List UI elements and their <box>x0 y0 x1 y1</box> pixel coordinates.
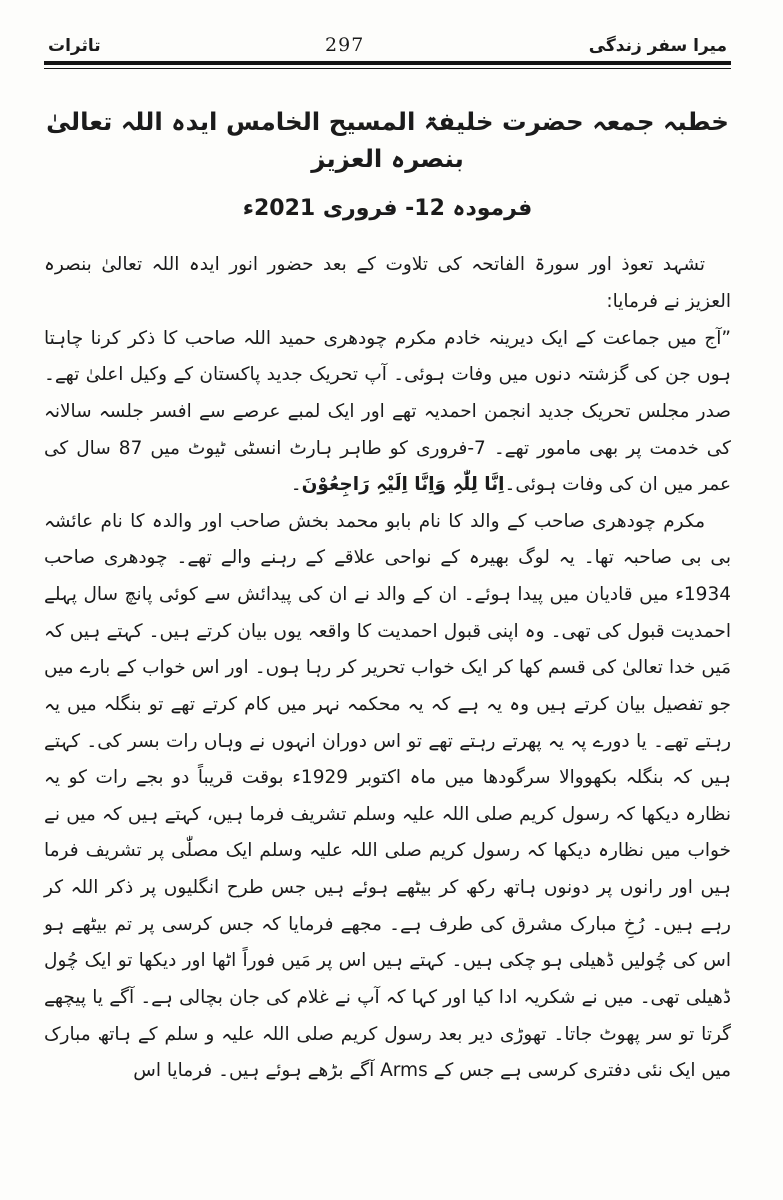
inna-lillah-phrase: اِنَّا لِلّٰہِ وَاِنَّا اِلَیْہِ رَاجِعُوْنَ <box>301 474 505 496</box>
sermon-body <box>44 247 731 1089</box>
paragraph-biography: مکرم چودھری صاحب کے والد کا نام بابو محمد بخش صاحب اور والدہ کا نام عائشہ بی بی صاحبہ تھا۔ یہ لوگ بھیرہ کے نواحی علاقے کے رہنے والے تھے۔ چودھری صاحب 1934ء میں قادیان میں پیدا ہوئے۔ ان کے والد نے ان کی پیدائش سے کوئی پانچ سال پہلے احمدیت قبول کی تھی۔ وہ اپنی قبول احمدیت کا واقعہ یوں بیان کرتے ہیں۔ کہتے ہیں کہ مَیں خدا تعالیٰ کی قسم کھا کر ایک خواب تحریر کر رہا ہوں۔ اور اس خواب کے بارے میں جو تفصیل بیان کرتے ہیں وہ یہ ہے کہ یہ محکمہ نہر میں کام کرتے تھے تو بنگلہ میں یہ رہتے تھے۔ یا دورے پہ یہ پھرتے رہتے تھے تو اس دوران انہوں نے وہاں رات بسر کی۔ کہتے ہیں کہ بنگلہ بکھووالا سرگودھا میں ماہ اکتوبر 1929ء بوقت قریباً دو بجے رات کو یہ نظارہ دیکھا کہ رسول کریم صلی اللہ علیہ وسلم تشریف فرما ہیں، کہتے ہیں کہ میں نے خواب میں نظارہ دیکھا کہ رسول کریم صلی اللہ علیہ وسلم ایک مصلّٰی پر تشریف فرما ہیں اور رانوں پر دونوں ہاتھ رکھ کر بیٹھے ہوئے ہیں جس طرح انگلیوں پر ذکر اللہ کر رہے ہیں۔ رُخِ مبارک مشرق کی طرف ہے۔ مجھے فرمایا کہ جس کرسی پر تم بیٹھے ہو اس کی چُولیں ڈھیلی ہو چکی ہیں۔ کہتے ہیں اس پر مَیں فوراً اٹھا اور دیکھا تو ایک چُول ڈھیلی تھی۔ میں نے شکریہ ادا کیا اور کہا کہ آپ نے غلام کی جان بچالی ہے۔ آگے یا پیچھے گرتا تو سر پھوٹ جاتا۔ تھوڑی دیر بعد رسول کریم صلی اللہ علیہ و سلم کے ہاتھ مبارک میں ایک نئی دفتری کرسی ہے جس کے Arms آگے بڑھے ہوئے ہیں۔ فرمایا اس <box>44 510 731 1082</box>
header-rule-thick <box>44 61 731 65</box>
header-rule-thin <box>44 68 731 69</box>
quote-text: ”آج میں جماعت کے ایک دیرینہ خادم مکرم چودھری حمید اللہ صاحب کا ذکر کرنا چاہتا ہوں جن کی گزشتہ دنوں میں وفات ہوئی۔ آپ تحریک جدید پاکستان کے وکیل اعلیٰ تھے۔ صدر مجلس تحریک جدید انجمن احمدیہ تھے اور ایک لمبے عرصے سے افسر جلسہ سالانہ کی خدمت پر بھی مامور تھے۔ 7-فروری کو طاہر ہارٹ انسٹی ٹیوٹ میں 87 سال کی عمر میں ان کی وفات ہوئی۔ <box>44 327 731 496</box>
sermon-date: فرمودہ 12- فروری 2021ء <box>242 196 533 222</box>
section-title: تاثرات <box>48 36 101 56</box>
book-title: میرا سفر زندگی <box>588 36 727 56</box>
page-number: 297 <box>325 34 365 56</box>
paragraph-intro: تشہد تعوذ اور سورۃ الفاتحہ کی تلاوت کے بعد حضور انور ایدہ اللہ تعالیٰ بنصرہ العزیز نے فرمایا: <box>44 254 731 313</box>
paragraph-quote <box>44 321 731 504</box>
running-head <box>44 34 731 60</box>
quote-end-mark: ۔ <box>290 474 302 496</box>
sermon-title: خطبہ جمعہ حضرت خلیفۃ المسیح الخامس ایدہ اللہ تعالیٰ بنصرہ العزیز <box>46 106 729 174</box>
